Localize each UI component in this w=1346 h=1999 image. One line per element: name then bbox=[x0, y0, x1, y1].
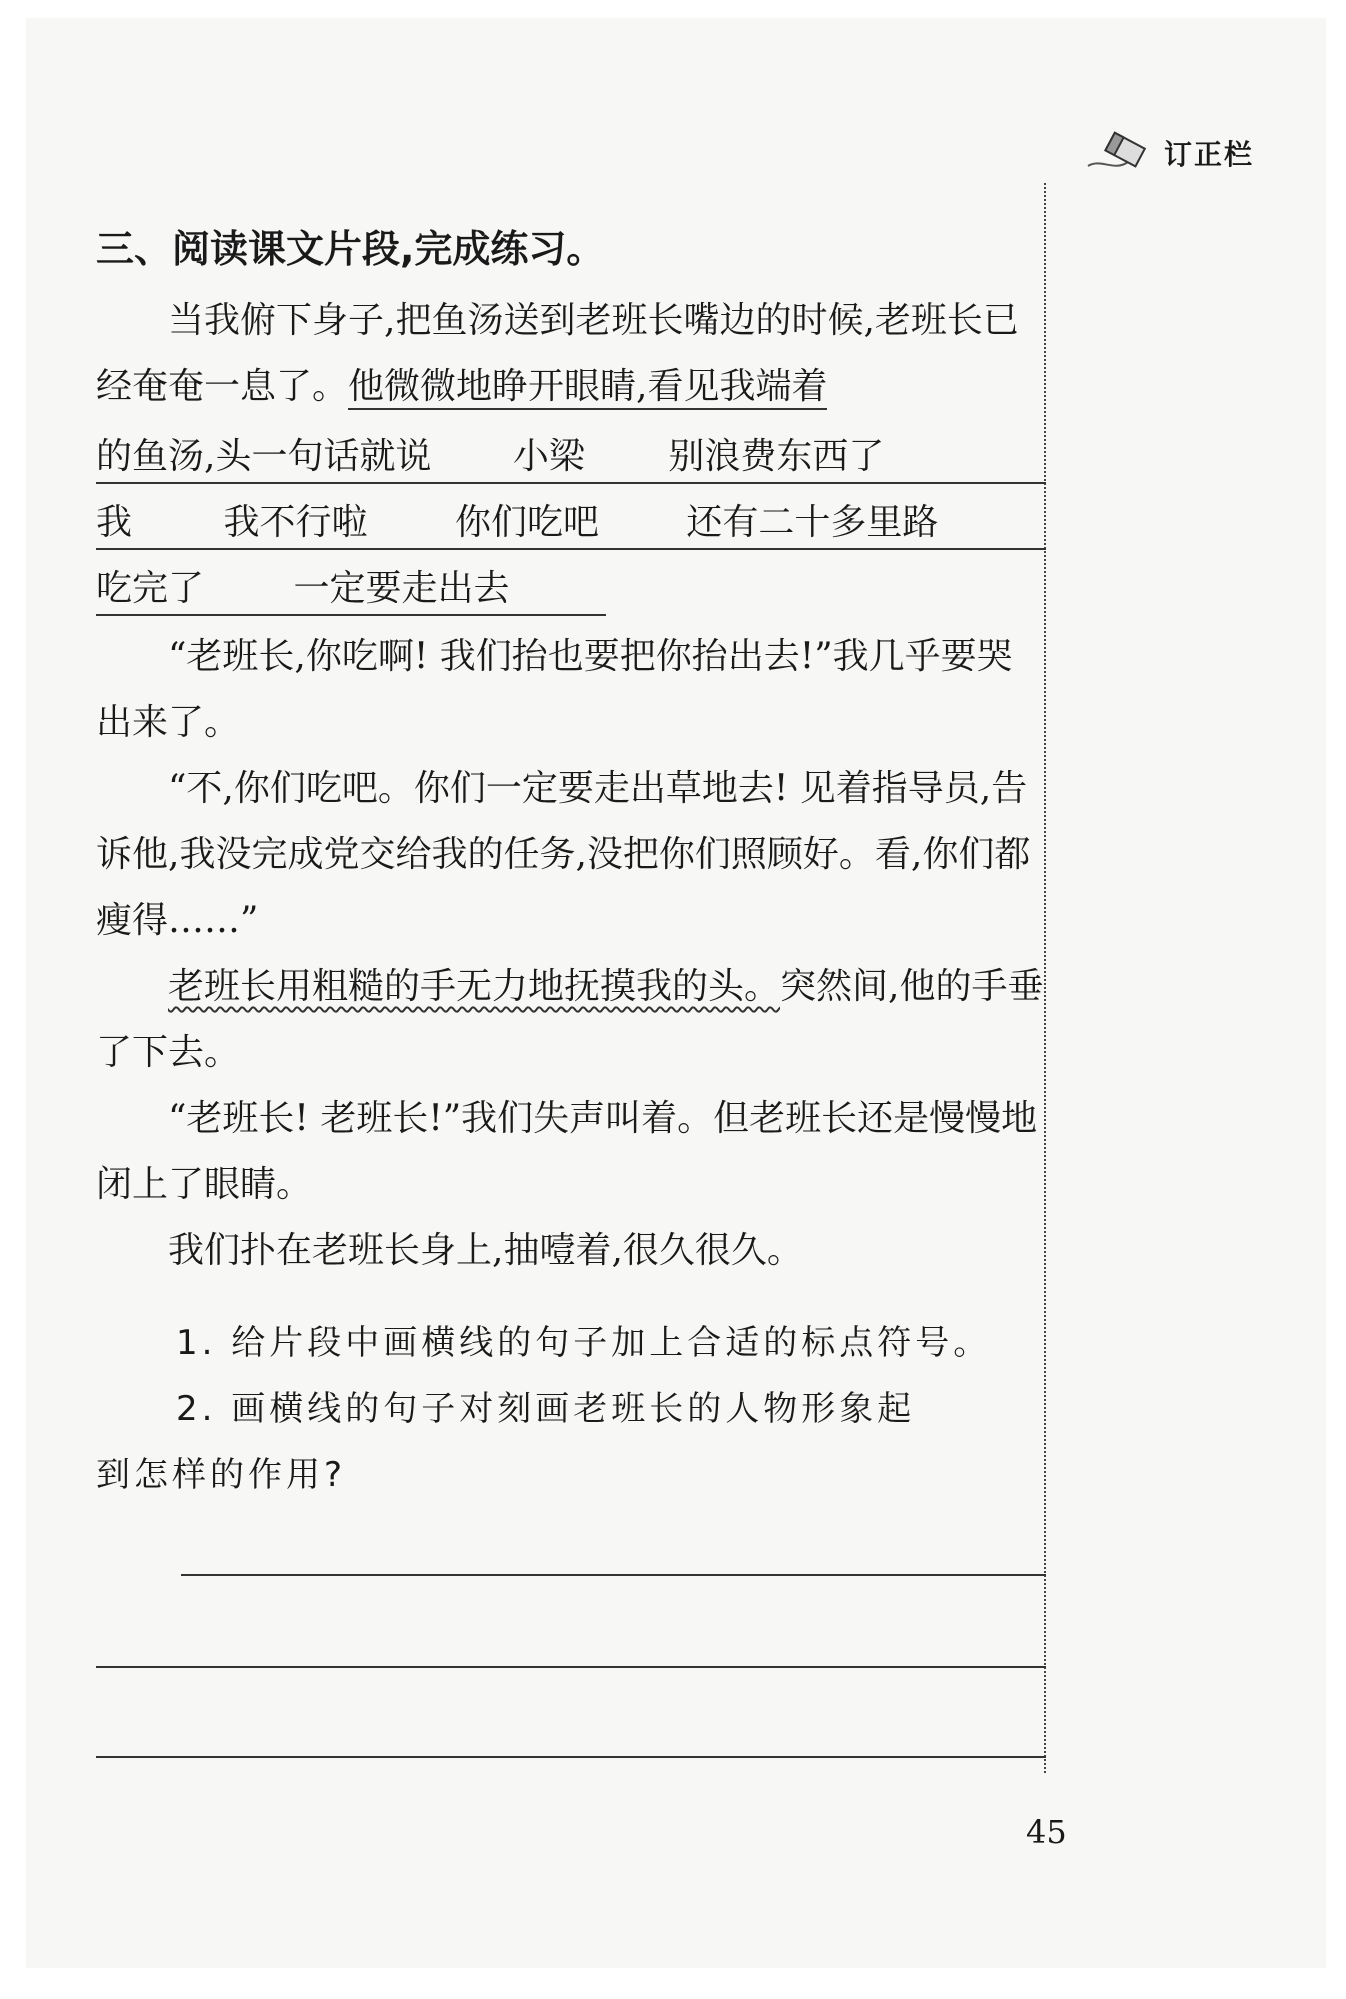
passage-text: 突然间,他的手垂了下去。 bbox=[96, 966, 1044, 1073]
dialogue-fragment: 吃完了 bbox=[96, 568, 205, 609]
dialogue-fragment: 还有二十多里路 bbox=[686, 502, 939, 543]
dialogue-fragment: 别浪费东西了 bbox=[668, 436, 885, 477]
answer-line[interactable] bbox=[181, 1574, 1046, 1576]
workbook-page bbox=[26, 18, 1326, 1968]
underlined-sentence-line bbox=[96, 428, 884, 479]
page-number: 45 bbox=[1026, 1813, 1067, 1851]
answer-line[interactable] bbox=[96, 1756, 1046, 1758]
passage-paragraph-5: “老班长! 老班长!”我们失声叫着。但老班长还是慢慢地闭上了眼睛。 bbox=[96, 1098, 1038, 1205]
underline-rule bbox=[96, 614, 606, 616]
underlined-sentence-line bbox=[96, 494, 938, 545]
dialogue-fragment: 一定要走出去 bbox=[293, 568, 510, 609]
passage-paragraph-2: “老班长,你吃啊! 我们抬也要把你抬出去!”我几乎要哭出来了。 bbox=[96, 636, 1013, 743]
correction-column-label: 订正栏 bbox=[1164, 138, 1255, 171]
passage-paragraph-6: 我们扑在老班长身上,抽噎着,很久很久。 bbox=[168, 1230, 803, 1271]
answer-line[interactable] bbox=[96, 1666, 1046, 1668]
underlined-sentence-line bbox=[96, 560, 509, 611]
dialogue-fragment: 小梁 bbox=[512, 436, 585, 477]
correction-column-header bbox=[1086, 128, 1254, 178]
underlined-sentence-part: 他微微地睁开眼睛,看见我端着 bbox=[348, 366, 827, 410]
wavy-underlined-sentence: 老班长用粗糙的手无力地抚摸我的头。 bbox=[168, 966, 781, 1007]
underlined-sentence-part: 的鱼汤,头一句话就说 bbox=[96, 436, 432, 477]
pencil-eraser-icon bbox=[1086, 128, 1156, 178]
underline-rule bbox=[96, 482, 1046, 484]
dialogue-fragment: 我 bbox=[96, 502, 133, 543]
question-1: 1. 给片段中画横线的句子加上合适的标点符号。 bbox=[176, 1323, 992, 1363]
passage-text: 当我俯下身子,把鱼汤送到老班长嘴边的时候,老班长已经奄奄一息了。 bbox=[96, 300, 1019, 407]
passage-paragraph-3: “不,你们吃吧。你们一定要走出草地去! 见着指导员,告诉他,我没完成党交给我的任务,没把你们照顾好。看,你们都瘦得……” bbox=[96, 768, 1031, 941]
passage-paragraph-1 bbox=[96, 288, 1046, 420]
passage-rest bbox=[96, 624, 1046, 1284]
passage-paragraph-4 bbox=[96, 954, 1046, 1086]
question-2: 2. 画横线的句子对刻画老班长的人物形象起 bbox=[176, 1389, 916, 1429]
dialogue-fragment: 你们吃吧 bbox=[454, 502, 599, 543]
question-2-continued: 到怎样的作用? bbox=[96, 1455, 347, 1495]
underline-rule bbox=[96, 548, 1046, 550]
dialogue-fragment: 我不行啦 bbox=[223, 502, 368, 543]
section-heading: 三、阅读课文片段,完成练习。 bbox=[96, 227, 605, 271]
